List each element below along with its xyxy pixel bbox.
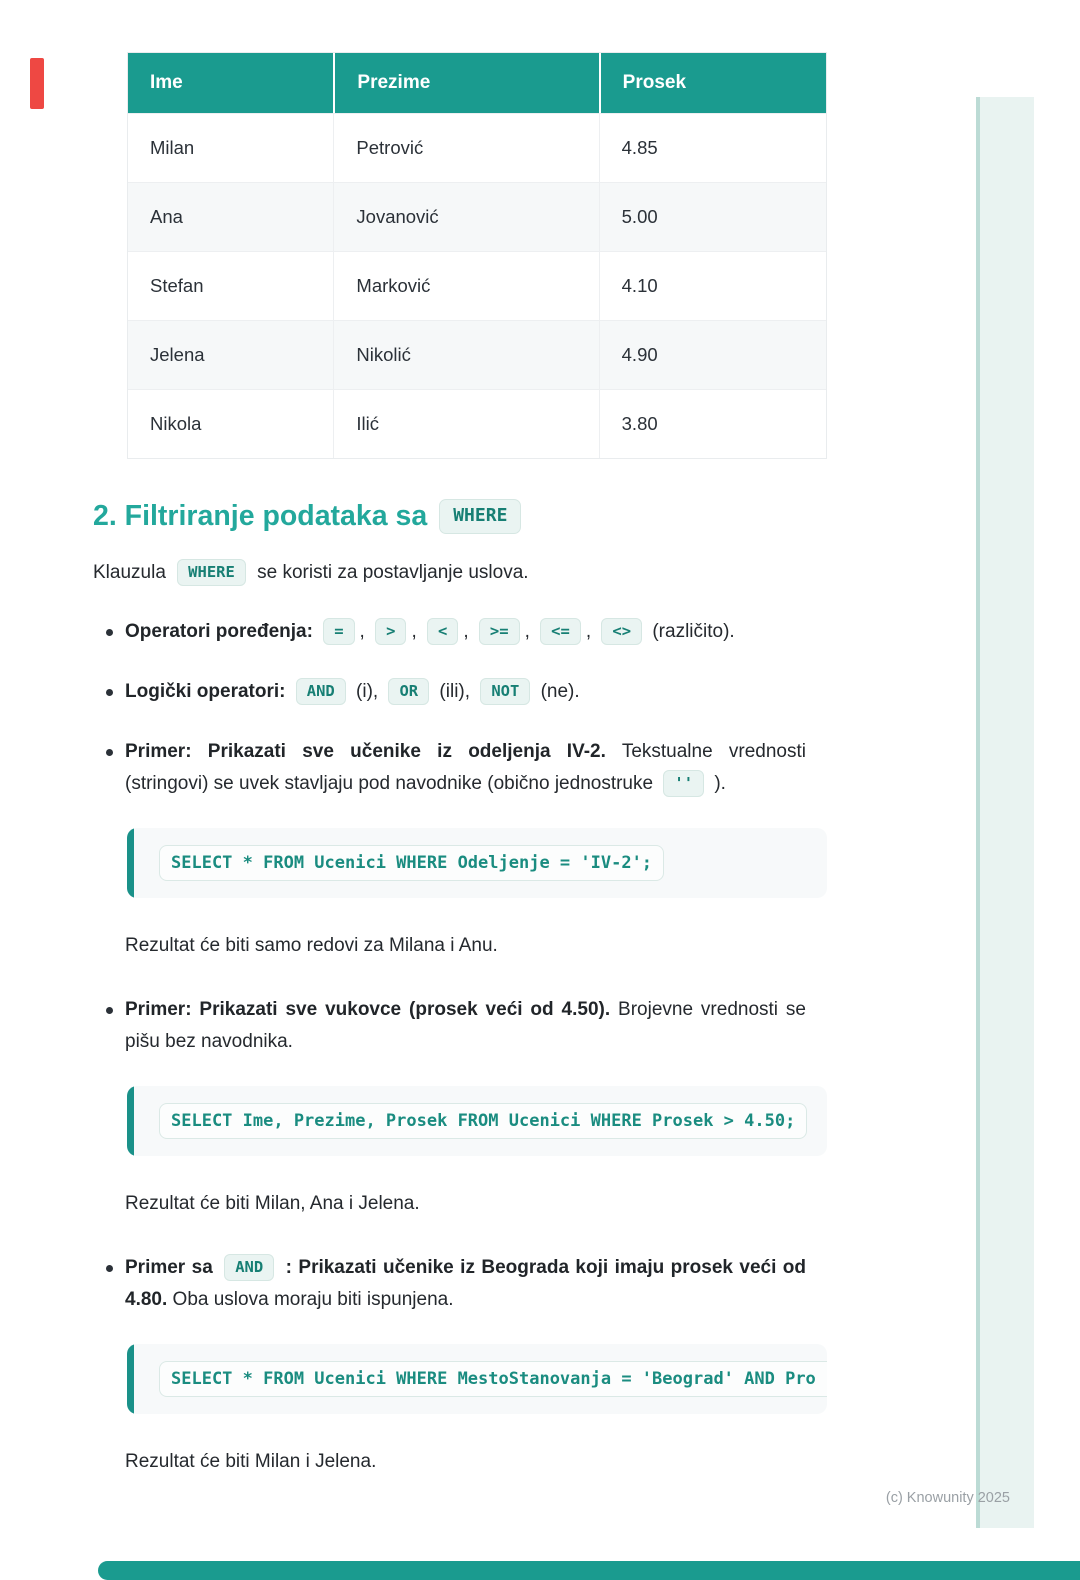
cell-prosek: 4.90 [599,320,826,389]
copyright-notice: (c) Knowunity 2025 [885,1490,1010,1506]
bullet-example-class-filter [104,736,806,800]
result-note-3: Rezultat će biti Milan i Jelena. [125,1450,377,1472]
and-keyword-chip: AND [296,678,346,705]
document-page [0,52,1080,1476]
cell-ime: Stefan [128,251,333,320]
cell-ime: Milan [128,113,333,182]
operator-chip-gt: > [375,618,406,645]
separator: , [411,620,417,642]
bullet-text: (ne). [540,680,580,702]
table-row [128,113,826,182]
cell-prezime: Ilić [333,389,598,458]
bullet-text: Oba uslova moraju biti ispunjena. [172,1288,454,1310]
sql-code-block-2 [127,1086,827,1156]
quotes-chip: '' [663,770,704,797]
bullet-example-and-operator [104,1252,806,1316]
separator: , [524,620,530,642]
vertical-scrollbar[interactable] [976,97,1034,1528]
operator-chip-neq: <> [601,618,642,645]
or-keyword-chip: OR [388,678,429,705]
cell-prosek: 4.10 [599,251,826,320]
bullet-bold-text: Primer: Prikazati sve vukovce (prosek veći od 4.50). [125,998,611,1020]
where-keyword-chip: WHERE [439,499,521,534]
operator-chip-eq: = [323,618,354,645]
bullet-bold-text: Primer: Prikazati sve učenike iz odeljenja IV-2. [125,740,606,762]
cell-prezime: Jovanović [333,182,598,251]
operator-chip-lt: < [427,618,458,645]
cell-prosek: 5.00 [599,182,826,251]
bullet-text: ). [714,772,726,794]
bullet-logical-operators [104,676,806,708]
bullet-bold-text: : Prikazati učenike iz Beograda koji imaju prosek veći od 4.80. [125,1256,807,1310]
bullet-text: Brojevne vrednosti se pišu bez navodnika. [125,998,806,1052]
cell-ime: Ana [128,182,333,251]
table-row [128,251,826,320]
separator: , [359,620,365,642]
operator-chip-lte: <= [540,618,581,645]
table-row [128,320,826,389]
bullet-label: Logički operatori: [125,680,286,702]
bullet-comparison-operators [104,616,806,648]
column-header-ime: Ime [128,53,333,113]
sql-code-block-3 [127,1344,827,1414]
table-header-row [128,53,826,113]
bullet-bold-text: Primer sa [125,1256,213,1278]
bullet-example-average-filter [104,994,806,1058]
sql-query-text: SELECT Ime, Prezime, Prosek FROM Ucenici WHERE Prosek > 4.50; [159,1103,807,1139]
intro-text-post: se koristi za postavljanje uslova. [257,561,529,583]
intro-text-pre: Klauzula [93,561,166,583]
bullet-text: Tekstualne vrednosti (stringovi) se uvek stavljaju pod navodnike (obično jednostruke [125,740,806,794]
bullet-suffix: (različito). [652,620,735,642]
sql-code-block-1 [127,828,827,898]
cell-prosek: 4.85 [599,113,826,182]
horizontal-scrollbar[interactable] [98,1561,1080,1580]
cell-prezime: Marković [333,251,598,320]
and-keyword-chip: AND [224,1254,274,1281]
where-keyword-chip: WHERE [177,559,246,586]
cell-ime: Jelena [128,320,333,389]
separator: , [585,620,592,642]
cell-prezime: Petrović [333,113,598,182]
bullet-label: Operatori poređenja: [125,620,313,642]
sql-query-text: SELECT * FROM Ucenici WHERE Odeljenje = 'IV-2'; [159,845,664,881]
page-position-marker [30,58,44,109]
table-row [128,182,826,251]
not-keyword-chip: NOT [480,678,530,705]
bullet-text: (ili), [439,680,471,702]
section-heading-text: 2. Filtriranje podataka sa [93,499,428,532]
column-header-prosek: Prosek [599,53,826,113]
table-row [128,389,826,458]
cell-prezime: Nikolić [333,320,598,389]
result-note-1: Rezultat će biti samo redovi za Milana i Anu. [125,934,498,956]
intro-paragraph [93,558,1080,588]
column-header-prezime: Prezime [333,53,598,113]
result-note-2: Rezultat će biti Milan, Ana i Jelena. [125,1192,420,1214]
operator-chip-gte: >= [479,618,520,645]
students-table [127,52,827,459]
section-heading [93,499,1080,534]
separator: , [463,620,469,642]
bullet-text: (i), [356,680,379,702]
cell-ime: Nikola [128,389,333,458]
cell-prosek: 3.80 [599,389,826,458]
sql-query-text: SELECT * FROM Ucenici WHERE MestoStanovanja = 'Beograd' AND Pro [159,1361,827,1397]
